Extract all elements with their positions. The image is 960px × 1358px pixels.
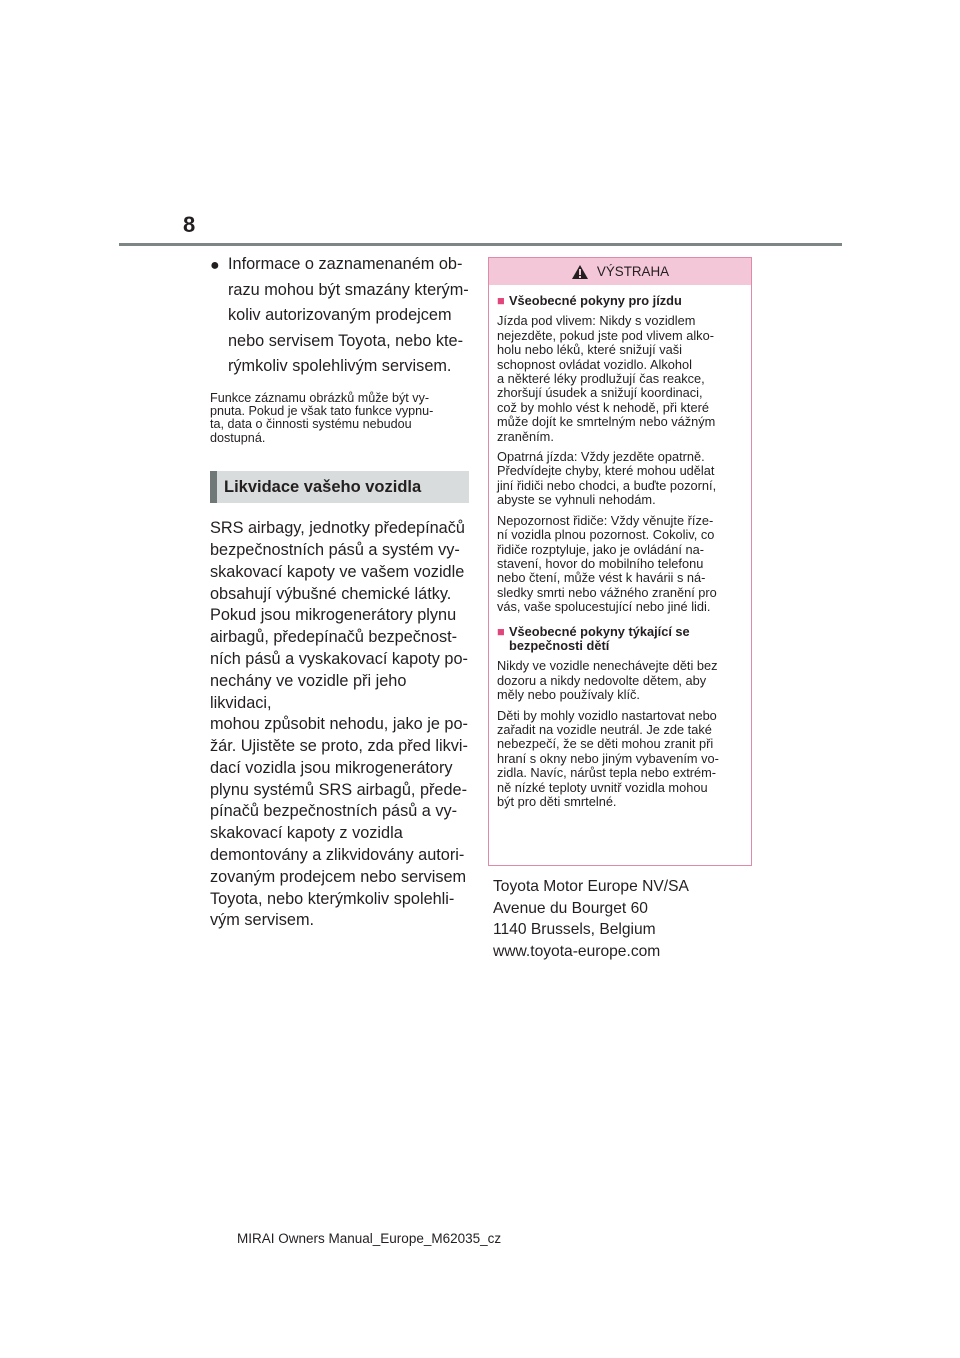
text-line: pnuta. Pokud je však tato funkce vypnu- (210, 403, 434, 418)
text-line: zidla. Navíc, nárůst tepla nebo extrém- (497, 765, 717, 781)
left-column (210, 252, 472, 932)
warning-subheading-children (497, 625, 743, 654)
footer-text: MIRAI Owners Manual_Europe_M62035_cz (237, 1231, 502, 1246)
text-line: může dojít ke smrtelným nebo vážným (497, 414, 716, 430)
header-rule (119, 243, 842, 246)
text-line: Předvídejte chyby, které mohou udělat (497, 463, 715, 479)
text-line: nejezděte, pokud jste pod vlivem alko- (497, 327, 714, 343)
warning-header (489, 258, 751, 285)
text-line: zovaným prodejcem nebo servisem (210, 867, 467, 886)
warning-paragraph (497, 659, 743, 702)
text-line: zhoršují úsudek a snižují koordinaci, (497, 385, 703, 401)
text-line: ní vozidla plnou pozornost. Cokoliv, co (497, 527, 715, 543)
warning-triangle-icon (571, 264, 589, 280)
warning-subheading-driving (497, 294, 743, 308)
text-line: bezpečnostních pásů a systém vy- (210, 540, 460, 559)
text-line: www.toyota-europe.com (493, 942, 661, 960)
note-text (210, 392, 472, 446)
square-bullet-icon: ■ (497, 293, 505, 308)
text-line: SRS airbagy, jednotky předepínačů (210, 519, 465, 538)
text-line: žár. Ujistěte se proto, zda před likvi- (210, 737, 468, 756)
text-line: Toyota Motor Europe NV/SA (493, 878, 689, 895)
text-line: Nikdy ve vozidle nenechávejte děti bez (497, 658, 718, 674)
warning-body (489, 285, 751, 809)
text-line: Opatrná jízda: Vždy jezděte opatrně. (497, 449, 705, 465)
warning-box (488, 257, 752, 866)
text-line: rýmkoliv spolehlivým servisem. (228, 357, 452, 375)
text-line: razu mohou být smazány kterým- (228, 280, 469, 299)
text-line: pínačů bezpečnostních pásů a vy- (210, 802, 458, 821)
text-line: koliv autorizovaným prodejcem (228, 306, 452, 324)
text-line: Informace o zaznamenaném ob- (228, 255, 463, 273)
text-line: sledky smrti nebo vážného zranění pro (497, 584, 717, 600)
address-block (493, 876, 689, 962)
text-line: mohou způsobit nehodu, jako je po- (210, 715, 468, 734)
text-line: skakovací kapoty z vozidla (210, 824, 403, 843)
text-line: jiní řidiči nebo chodci, a buďte pozorní, (497, 477, 717, 493)
text-line: stavení, hovor do mobilního telefonu (497, 555, 704, 571)
text-line: Děti by mohly vozidlo nastartovat nebo (497, 707, 717, 723)
text-line: ních pásů a vyskakovací kapoty po- (210, 649, 468, 668)
text-line: nebo čtení, může vést k havárii s ná- (497, 570, 706, 586)
text-line: Všeobecné pokyny týkající se (509, 623, 690, 639)
text-line: Jízda pod vlivem: Nikdy s vozidlem (497, 313, 696, 329)
text-line: bezpečnosti dětí (509, 637, 610, 653)
text-line: zařadit na vozidle neutrál. Je zde také (497, 721, 712, 737)
text-line: Funkce záznamu obrázků může být vy- (210, 390, 430, 405)
text-line: demontovány a zlikvidovány autori- (210, 846, 465, 865)
text-line: holu nebo léků, které snižují vaši (497, 342, 682, 358)
text-line: ně nízké teploty uvnitř vozidla mohou (497, 779, 708, 795)
text-line: a některé léky prodlužují čas reakce, (497, 371, 705, 387)
text-line: nechány ve vozidle při jeho likvidaci, (210, 671, 407, 712)
warning-paragraph (497, 514, 743, 615)
warning-title: VÝSTRAHA (596, 264, 670, 279)
section-heading: Likvidace vašeho vozidla (210, 471, 469, 503)
text-line: měly nebo používaly klíč. (497, 687, 640, 703)
text-line: Avenue du Bourget 60 (493, 899, 648, 917)
text-line: dací vozidla jsou mikrogenerátory (210, 758, 453, 777)
text-line: být pro děti smrtelné. (497, 794, 617, 809)
text-line: airbagů, předepínačů bezpečnost- (210, 628, 458, 647)
text-line: hraní s okny nebo jiným vybavením vo- (497, 750, 719, 766)
text-line: obsahují výbušné chemické látky. (210, 584, 452, 603)
page-number: 8 (183, 212, 196, 237)
warning-paragraph (497, 450, 743, 508)
text-line: Toyota, nebo kterýmkoliv spolehli- (210, 889, 455, 908)
text-line: 1140 Brussels, Belgium (493, 921, 656, 938)
square-bullet-icon: ■ (497, 623, 505, 639)
text-line: řidiče rozptyluje, jako je ovládání na- (497, 541, 704, 557)
disposal-paragraph (210, 518, 468, 932)
text-line: nebezpečí, že se děti mohou zranit při (497, 736, 714, 752)
text-line: Nepozornost řidiče: Vždy věnujte říze- (497, 512, 714, 528)
text-line: plynu systémů SRS airbagů, přede- (210, 780, 468, 799)
text-line: vás, vaše spolucestující nebo jiné lidi. (497, 599, 711, 615)
text-line: vým servisem. (210, 911, 315, 930)
text-line: schopnost ovládat vozidlo. Alkohol (497, 356, 692, 372)
text-line: Všeobecné pokyny pro jízdu (509, 293, 682, 308)
text-line: dozoru a nikdy nedovolte dětem, aby (497, 672, 707, 688)
text-line: abyste se vyhnuli nehodám. (497, 492, 656, 508)
text-line: nebo servisem Toyota, nebo kte- (228, 331, 464, 350)
bullet-dot-icon: ● (210, 257, 220, 274)
bullet-item (210, 252, 472, 380)
text-line: dostupná. (210, 430, 266, 445)
text-line: což by mohlo vést k nehodě, při které (497, 399, 709, 415)
text-line: Pokud jsou mikrogenerátory plynu (210, 606, 457, 625)
warning-paragraph (497, 314, 743, 444)
text-line: skakovací kapoty ve vašem vozidle (210, 562, 465, 581)
warning-paragraph (497, 709, 743, 810)
text-line: ta, data o činnosti systému nebudou (210, 417, 412, 432)
subheading-text (509, 625, 690, 654)
subheading-text (509, 294, 682, 308)
bullet-text (228, 252, 469, 380)
text-line: zraněním. (497, 428, 554, 444)
